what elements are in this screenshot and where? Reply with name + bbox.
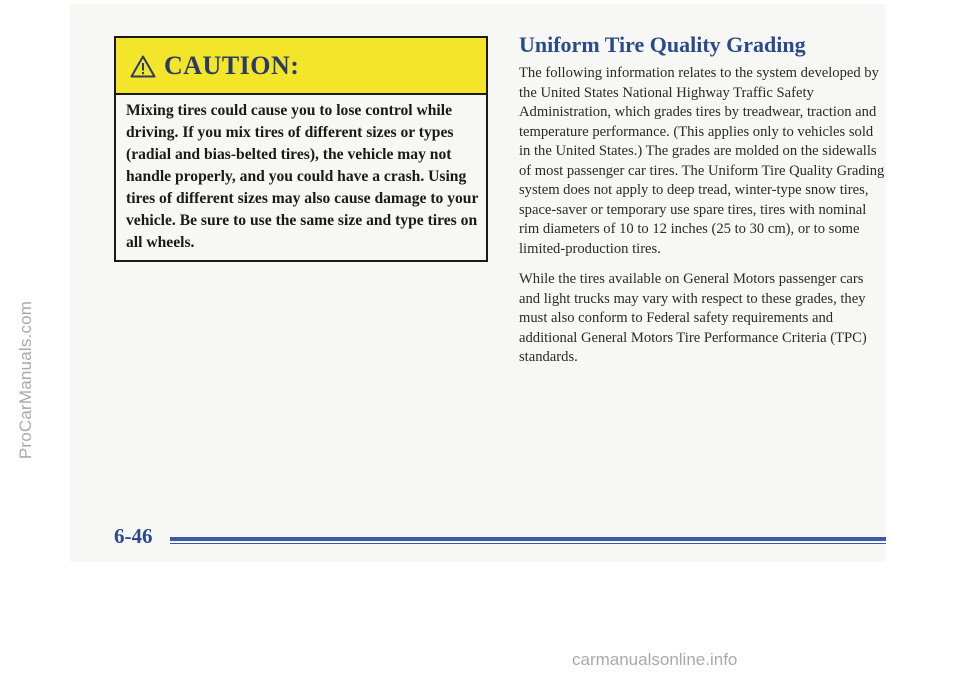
footer-rule (170, 537, 886, 541)
caution-text: Mixing tires could cause you to lose control while driving. If you mix tires of different sizes or types (radial and bias-belted tires), the vehicle may not handle properly, and you could have a crash. Using tires of different sizes may also cause damage to your vehicle. Be sure to use the same size and type tires on all wheels. (126, 102, 479, 251)
caution-box (114, 36, 488, 262)
paragraph-gm-standards: While the tires available on General Motors passenger cars and light trucks may vary with respect to these grades, they must also conform to Federal safety requirements and additional General Motors Tire Performance Criteria (TPC) standards. (519, 271, 867, 365)
side-watermark: ProCarManuals.com (16, 300, 35, 460)
page-number: 6-46 (114, 524, 153, 548)
warning-triangle-icon (130, 55, 156, 78)
paragraph-intro: The following information relates to the system developed by the United States National Highway Traffic Safety Administration, which grades tires by treadwear, traction and temperature performance. (This applies only to vehicles sold in the United States.) The grades are molded on the sidewalls of most passenger car tires. The Uniform Tire Quality Grading system does not apply to deep tread, winter-type snow tires, space-saver or temporary use spare tires, tires with nominal rim diameters of 10 to 12 inches (25 to 30 cm), or to some limited-production tires. (519, 65, 885, 257)
section-heading: Uniform Tire Quality Grading (519, 32, 806, 57)
footer-rule-thin (170, 543, 886, 544)
footer-watermark: carmanualsonline.info (572, 650, 738, 669)
caution-title: CAUTION: (164, 51, 300, 80)
caution-header (116, 38, 486, 95)
